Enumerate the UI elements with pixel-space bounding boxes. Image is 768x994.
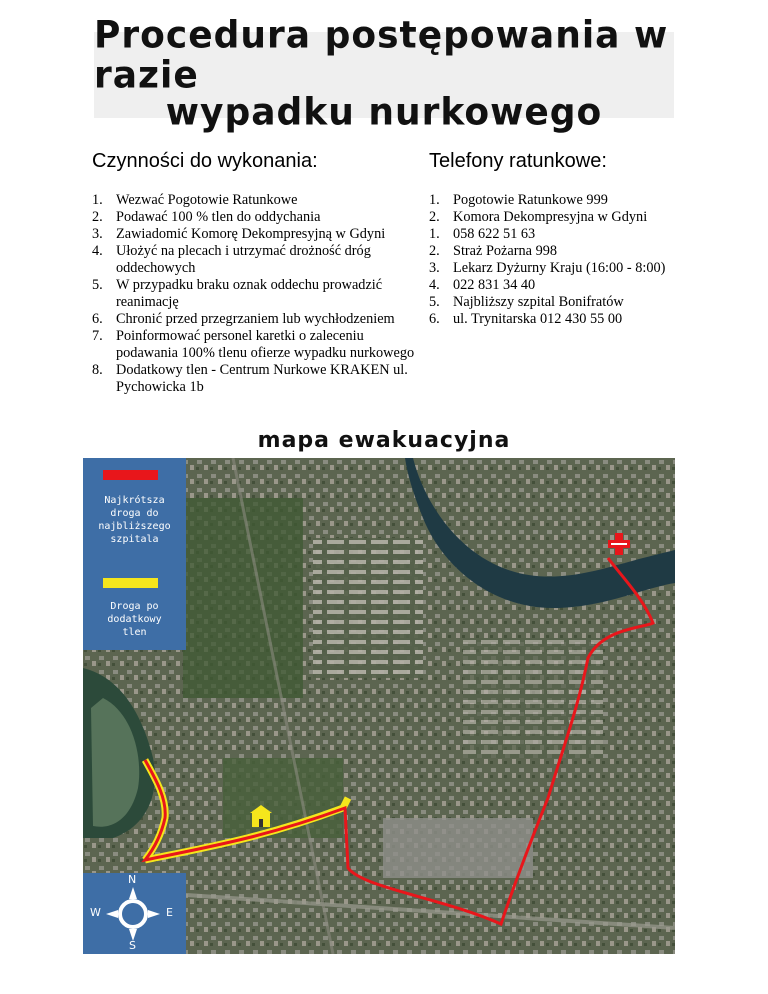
- task-item: [92, 277, 422, 311]
- phone-item: [429, 209, 699, 226]
- phone-item: [429, 243, 699, 260]
- phone-item: [429, 311, 699, 328]
- phone-item-number: 3.: [429, 260, 440, 276]
- phone-item-number: 6.: [429, 311, 440, 327]
- title-line-1: Procedura postępowania w razie: [94, 14, 669, 97]
- task-item-number: 5.: [92, 277, 103, 293]
- phone-item-text: Pogotowie Ratunkowe 999: [453, 192, 608, 208]
- task-item-number: 4.: [92, 243, 103, 259]
- task-item-text: Podawać 100 % tlen do oddychania: [116, 209, 321, 225]
- map-title: mapa ewakuacyjna: [257, 428, 511, 453]
- task-item-text: Chronić przed przegrzaniem lub wychłodzeniem: [116, 311, 395, 327]
- phone-item-number: 1.: [429, 226, 440, 242]
- compass-west: W: [90, 906, 101, 919]
- compass-east: E: [166, 906, 173, 919]
- task-item-number: 1.: [92, 192, 103, 208]
- phones-list: [429, 192, 699, 328]
- legend-red-label: Najkrótsza droga do najbliższego szpitala: [98, 495, 171, 545]
- phones-heading: Telefony ratunkowe:: [429, 150, 607, 172]
- phone-item-text: Straż Pożarna 998: [453, 243, 558, 259]
- task-item: [92, 328, 422, 362]
- phone-item: [429, 192, 699, 209]
- task-item: [92, 311, 422, 328]
- task-item-number: 3.: [92, 226, 103, 242]
- phone-item: [429, 294, 699, 311]
- task-item-text: Ułożyć na plecach i utrzymać drożność dróg oddechowych: [116, 243, 371, 276]
- compass-north: N: [128, 873, 137, 886]
- phone-item-text: Komora Dekompresyjna w Gdyni: [453, 209, 648, 225]
- phone-item: [429, 277, 699, 294]
- title-banner: [94, 14, 674, 134]
- legend-yellow-swatch: [103, 578, 158, 588]
- task-item-number: 8.: [92, 362, 103, 378]
- phone-item: [429, 226, 699, 243]
- map-legend: [83, 458, 186, 650]
- phone-item: [429, 260, 699, 277]
- tasks-list: [92, 192, 422, 396]
- phone-item-number: 1.: [429, 192, 440, 208]
- task-item-number: 6.: [92, 311, 103, 327]
- task-item: [92, 209, 422, 226]
- phone-item-number: 4.: [429, 277, 440, 293]
- phone-item-number: 2.: [429, 209, 440, 225]
- tasks-heading: Czynności do wykonania:: [92, 150, 318, 172]
- task-item: [92, 192, 422, 209]
- task-item-text: Zawiadomić Komorę Dekompresyjną w Gdyni: [116, 226, 386, 242]
- task-item-text: Dodatkowy tlen - Centrum Nurkowe KRAKEN ul. Pychowicka 1b: [116, 362, 408, 395]
- title-line-2: wypadku nurkowego: [165, 90, 603, 134]
- compass-rose: [83, 873, 186, 954]
- phone-item-text: Lekarz Dyżurny Kraju (16:00 - 8:00): [453, 260, 666, 276]
- compass-south: S: [129, 939, 136, 952]
- task-item-text: Wezwać Pogotowie Ratunkowe: [116, 192, 298, 208]
- task-item-number: 2.: [92, 209, 103, 225]
- phone-item-text: 058 622 51 63: [453, 226, 536, 242]
- task-item-number: 7.: [92, 328, 103, 344]
- phone-item-text: Najbliższy szpital Bonifratów: [453, 294, 624, 310]
- task-item-text: Poinformować personel karetki o zaleceniu podawania 100% tlenu ofierze wypadku nurkowego: [116, 328, 415, 361]
- phone-item-text: 022 831 34 40: [453, 277, 536, 293]
- compass-icon: [83, 873, 186, 954]
- task-item-text: W przypadku braku oznak oddechu prowadzić reanimację: [116, 277, 383, 310]
- phone-item-number: 2.: [429, 243, 440, 259]
- task-item: [92, 226, 422, 243]
- legend-red-swatch: [103, 470, 158, 480]
- task-item: [92, 243, 422, 277]
- phone-item-text: ul. Trynitarska 012 430 55 00: [453, 311, 623, 327]
- task-item: [92, 362, 422, 396]
- phone-item-number: 5.: [429, 294, 440, 310]
- legend-yellow-label: Droga po dodatkowy tlen: [107, 601, 162, 638]
